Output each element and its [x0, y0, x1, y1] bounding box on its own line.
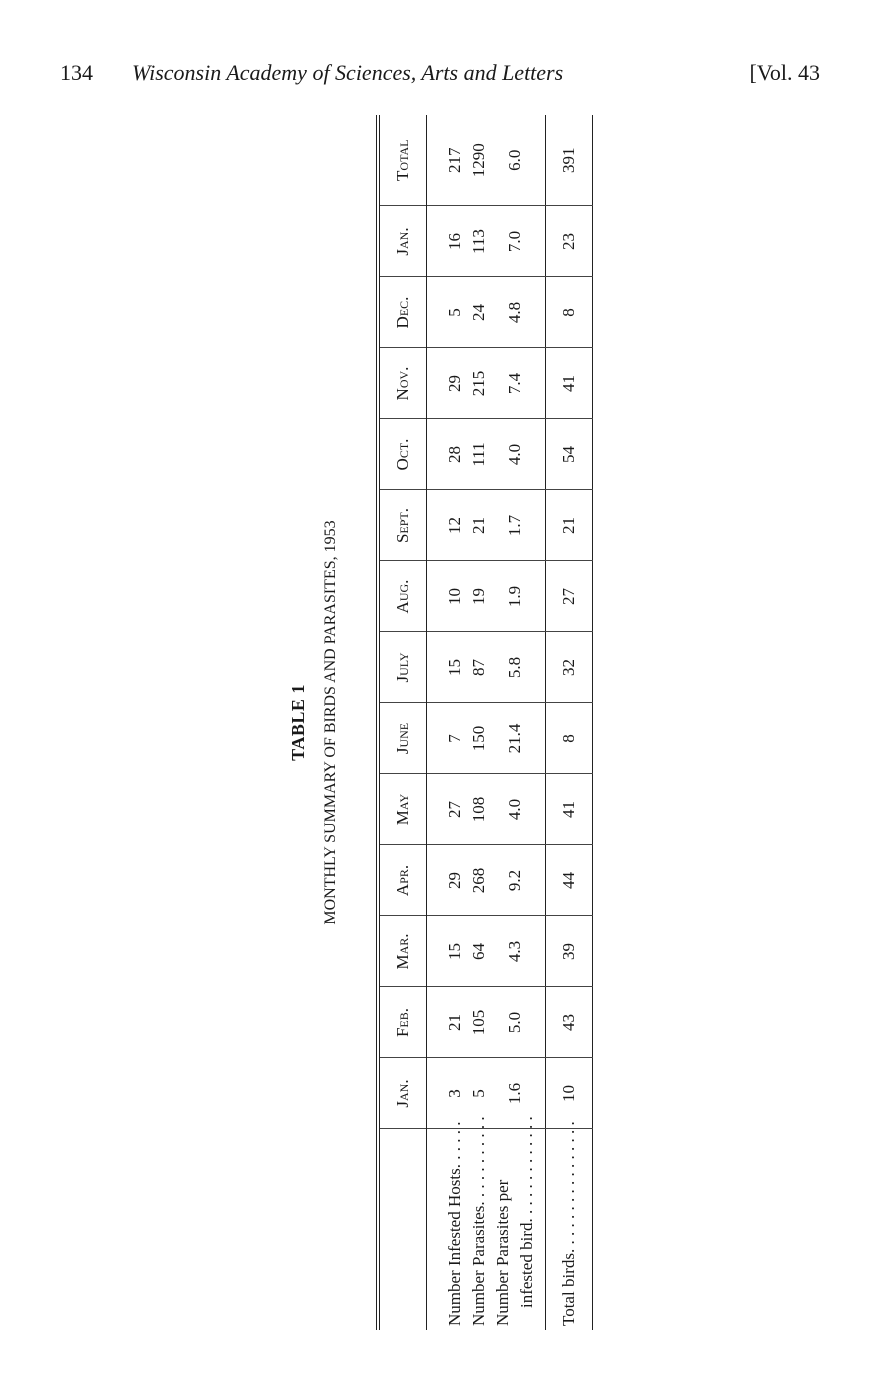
cell-per-bird: 4.8	[505, 301, 524, 324]
cell-parasites: 21	[469, 517, 488, 534]
cell-hosts: 16	[445, 233, 464, 250]
cell-total-value: 39	[559, 943, 578, 960]
label-parasites: Number Parasites. . . . . . . . . . .	[469, 1116, 488, 1326]
data-col	[427, 490, 546, 561]
cell-per-bird: 1.9	[505, 585, 524, 608]
cell-total	[546, 206, 593, 277]
cell-parasites: 108	[469, 796, 488, 823]
col-header: Nov.	[378, 348, 427, 419]
table-caption: TABLE 1	[288, 684, 308, 761]
cell-hosts: 27	[445, 801, 464, 818]
data-col	[427, 419, 546, 490]
col-header: Apr.	[378, 845, 427, 916]
cell-per-bird: 4.0	[505, 443, 524, 466]
cell-parasites: 24	[469, 304, 488, 321]
cell-total	[546, 774, 593, 845]
cell-total-value: 21	[559, 517, 578, 534]
journal-title: Wisconsin Academy of Sciences, Arts and Letters	[132, 60, 564, 85]
data-col	[427, 348, 546, 419]
volume-label: [Vol. 43	[749, 60, 820, 85]
col-header: Jan.	[378, 206, 427, 277]
cell-parasites: 105	[469, 1009, 488, 1036]
cell-total	[546, 703, 593, 774]
cell-parasites: 111	[469, 442, 488, 467]
cell-total	[546, 916, 593, 987]
table-row-total-birds	[546, 115, 593, 1330]
cell-parasites: 150	[469, 725, 488, 752]
cell-hosts: 15	[445, 943, 464, 960]
cell-total	[546, 632, 593, 703]
header-row	[378, 115, 427, 1330]
data-col	[427, 206, 546, 277]
cell-per-bird: 1.6	[505, 1082, 524, 1105]
cell-hosts: 29	[445, 872, 464, 889]
cell-parasites: 113	[469, 229, 488, 254]
cell-parasites: 64	[469, 943, 488, 960]
cell-per-bird: 9.2	[505, 869, 524, 892]
data-col	[427, 632, 546, 703]
col-header: Jan.	[378, 1058, 427, 1129]
cell-hosts: 5	[445, 308, 464, 317]
cell-total-value: 8	[559, 308, 578, 317]
col-header: Sept.	[378, 490, 427, 561]
row-labels	[427, 1116, 546, 1330]
cell-per-bird: 5.0	[505, 1011, 524, 1034]
cell-hosts: 21	[445, 1014, 464, 1031]
cell-parasites: 1290	[469, 143, 488, 178]
cell-per-bird: 4.0	[505, 798, 524, 821]
cell-total	[546, 419, 593, 490]
cell-total-value: 23	[559, 233, 578, 250]
cell-total	[546, 561, 593, 632]
cell-hosts: 3	[445, 1089, 464, 1098]
table-row	[427, 115, 546, 1330]
running-header	[60, 60, 820, 94]
label-infested-hosts: Number Infested Hosts. . . . . .	[445, 1121, 464, 1326]
cell-hosts: 28	[445, 446, 464, 463]
table-subtitle: MONTHLY SUMMARY OF BIRDS AND PARASITES, 1953	[322, 520, 339, 925]
cell-hosts: 29	[445, 375, 464, 392]
data-col	[427, 987, 546, 1058]
col-header: June	[378, 703, 427, 774]
col-header: July	[378, 632, 427, 703]
cell-per-bird: 6.0	[505, 149, 524, 171]
cell-per-bird: 7.4	[505, 372, 524, 395]
stub-header	[378, 1129, 427, 1330]
cell-total-value: 43	[559, 1014, 578, 1031]
cell-parasites: 268	[469, 867, 488, 894]
cell-total	[546, 987, 593, 1058]
cell-total	[546, 348, 593, 419]
cell-total-value: 27	[559, 588, 578, 605]
page-number: 134	[60, 60, 93, 85]
cell-per-bird: 5.8	[505, 656, 524, 679]
data-col	[427, 703, 546, 774]
summary-table	[376, 115, 593, 1330]
cell-hosts: 12	[445, 517, 464, 534]
col-header: Dec.	[378, 277, 427, 348]
cell-total-value: 41	[559, 801, 578, 818]
data-col	[427, 774, 546, 845]
col-header: Oct.	[378, 419, 427, 490]
label-per-bird-1: Number Parasites per	[493, 1179, 512, 1326]
label-total-birds	[546, 1121, 593, 1330]
col-header: Total	[378, 115, 427, 206]
cell-total	[546, 277, 593, 348]
cell-per-bird: 1.7	[505, 514, 524, 537]
rotated-table-block	[288, 115, 598, 1330]
data-col	[427, 277, 546, 348]
cell-per-bird: 21.4	[505, 723, 524, 754]
cell-per-bird: 7.0	[505, 230, 524, 253]
cell-total-value: 41	[559, 375, 578, 392]
data-col	[427, 916, 546, 987]
cell-parasites: 19	[469, 588, 488, 605]
cell-total-value: 54	[559, 446, 578, 463]
cell-hosts: 7	[445, 734, 464, 743]
cell-total	[546, 845, 593, 916]
label-total-birds-text: Total birds. . . . . . . . . . . . . . . .	[559, 1121, 578, 1326]
cell-total-value: 8	[559, 734, 578, 743]
cell-per-bird: 4.3	[505, 940, 524, 963]
cell-parasites: 5	[469, 1089, 488, 1098]
cell-total-value: 10	[559, 1085, 578, 1102]
cell-parasites: 87	[469, 659, 488, 676]
cell-hosts: 10	[445, 588, 464, 605]
cell-total-value: 391	[559, 147, 578, 173]
col-header: May	[378, 774, 427, 845]
cell-total-value: 44	[559, 872, 578, 889]
data-col	[427, 115, 546, 206]
cell-total-value: 32	[559, 659, 578, 676]
label-per-bird-2: infested bird. . . . . . . . . . . . .	[517, 1116, 536, 1308]
col-header: Mar.	[378, 916, 427, 987]
data-col	[427, 561, 546, 632]
cell-parasites: 215	[469, 370, 488, 397]
data-col	[427, 845, 546, 916]
col-header: Aug.	[378, 561, 427, 632]
cell-hosts: 217	[445, 147, 464, 173]
cell-hosts: 15	[445, 659, 464, 676]
col-header: Feb.	[378, 987, 427, 1058]
cell-total	[546, 1058, 593, 1129]
cell-total	[546, 490, 593, 561]
cell-total	[546, 115, 593, 206]
